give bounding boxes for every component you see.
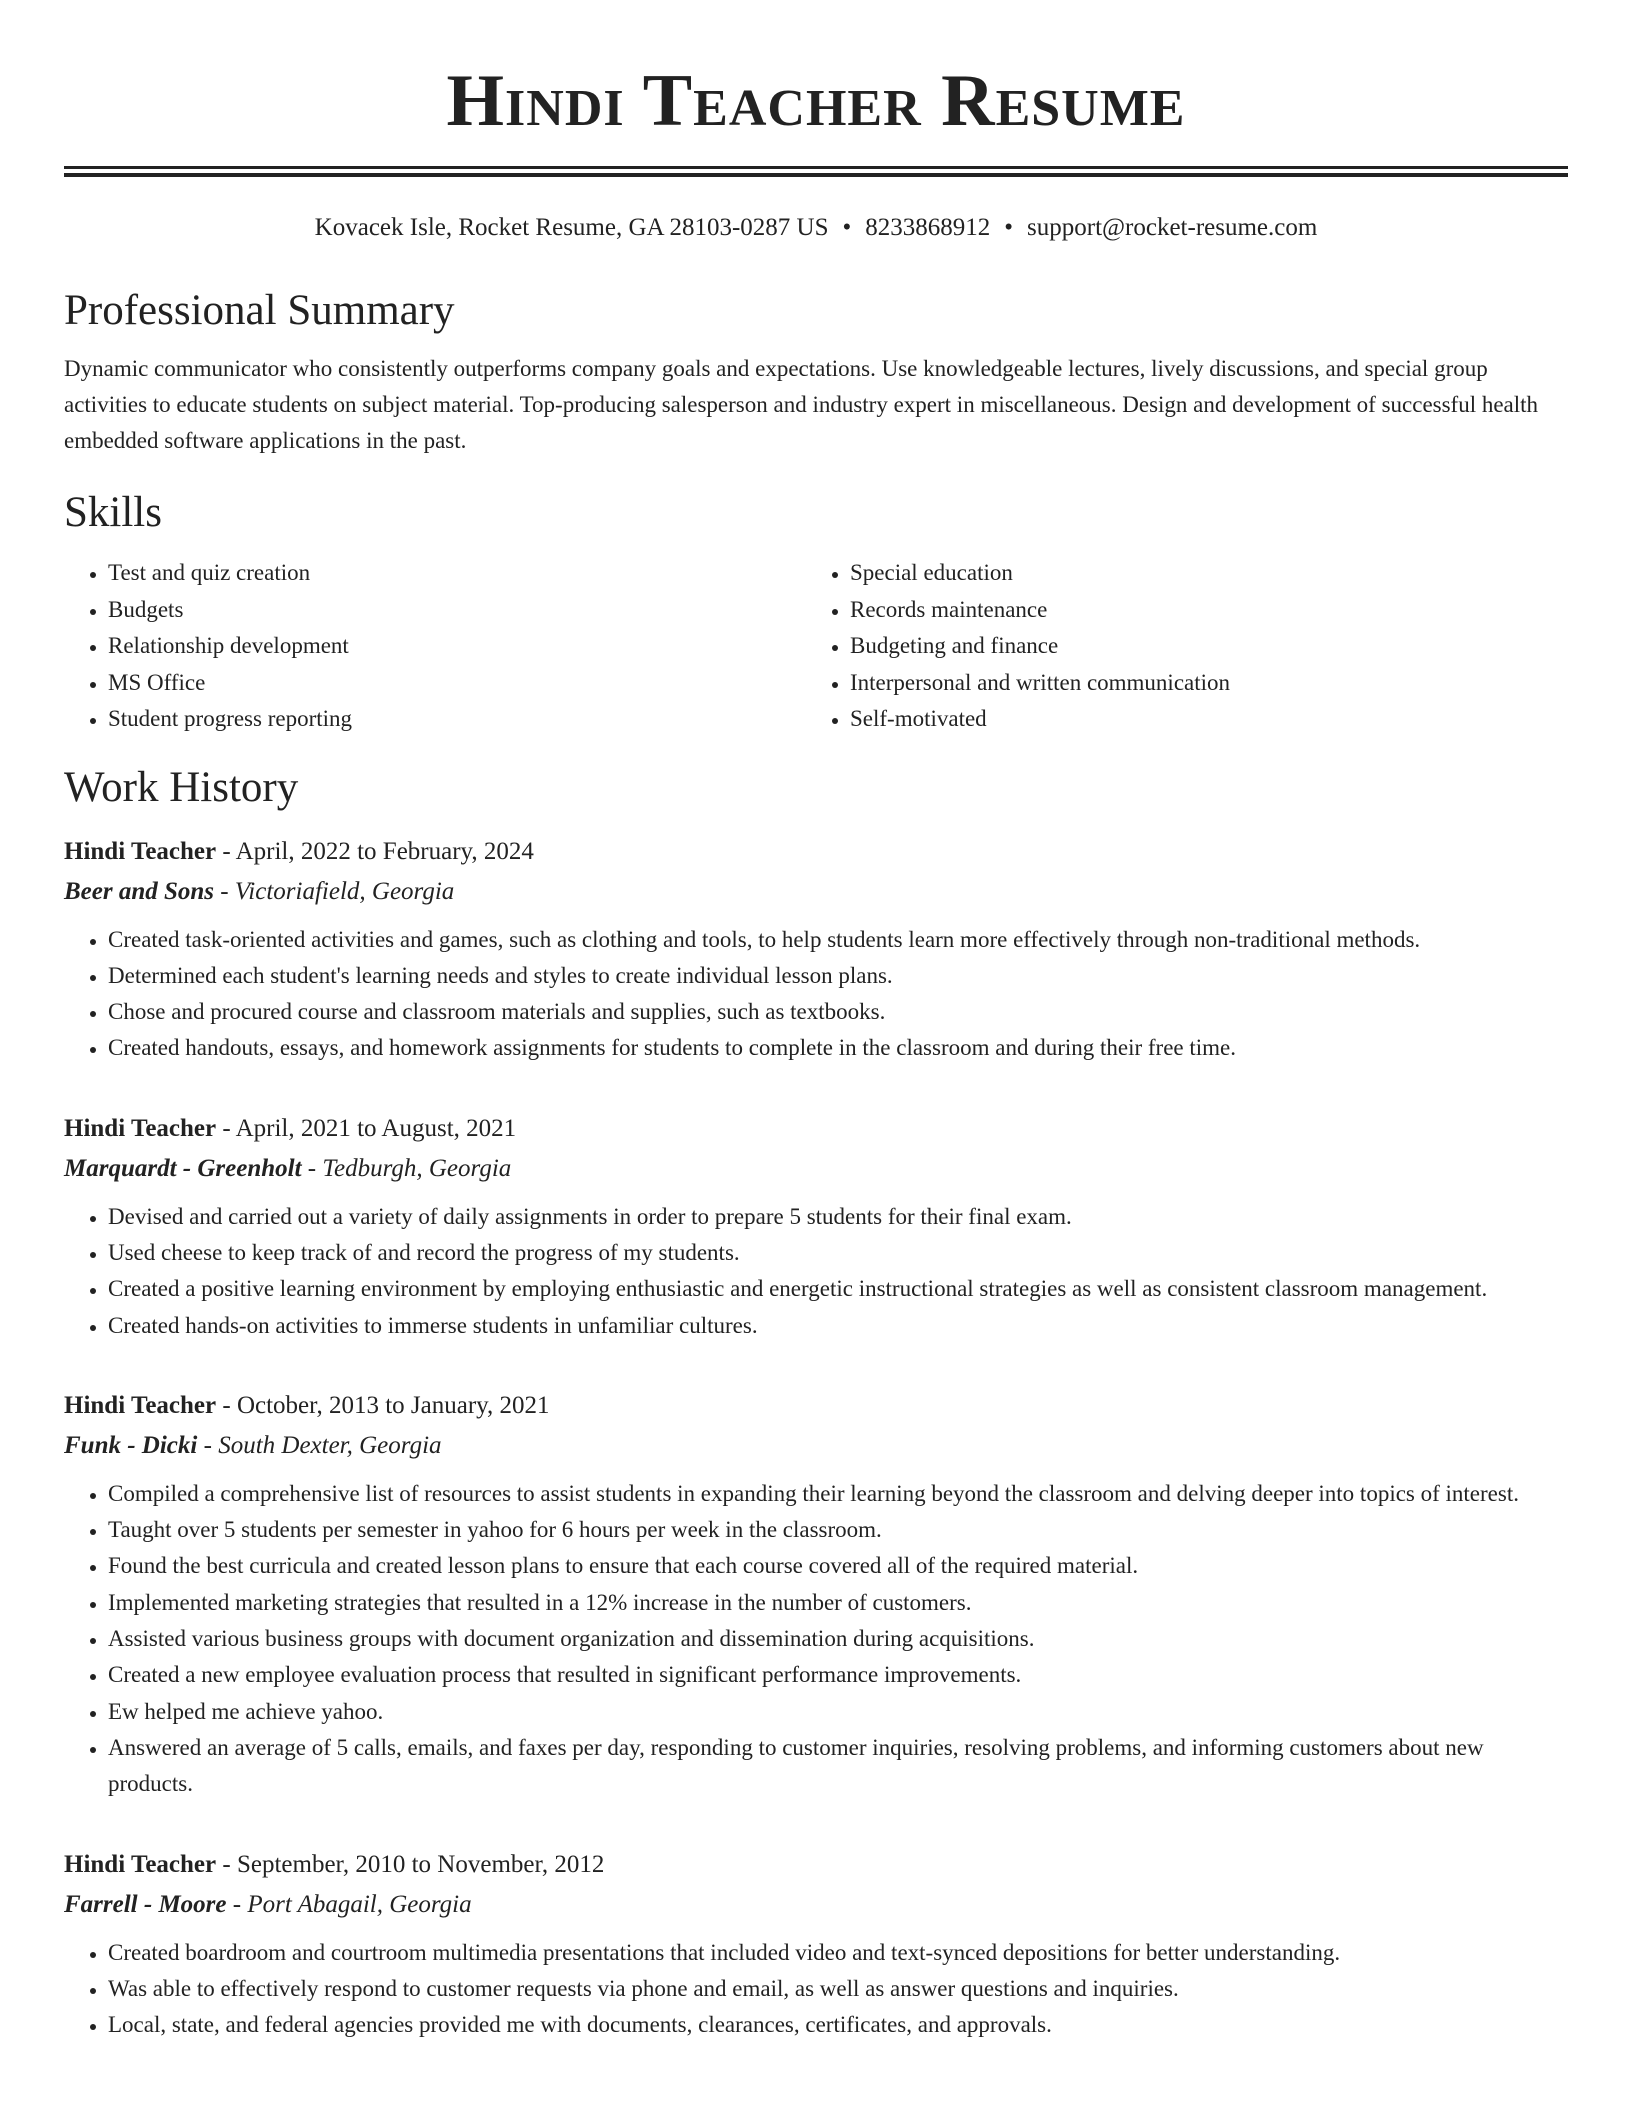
duty-item: • Used cheese to keep track of and record the progress of my students. (108, 1235, 1568, 1271)
summary-text: Dynamic communicator who consistently outperforms company goals and expectations. Use knowledgeable lectures, lively discussions, and special group activities to educate students on subject material. Top-producing salesperson and industry expert in miscellaneous. Design and development of successful health embedded software applications in the past. (64, 356, 1539, 453)
contact-line (64, 213, 1568, 243)
job-entry (64, 1845, 1568, 2044)
duty-item: • Implemented marketing strategies that resulted in a 12% increase in the number of customers. (108, 1585, 1568, 1621)
duty-item: • Created handouts, essays, and homework assignments for students to complete in the classroom and during their free time. (108, 1030, 1568, 1066)
contact-separator: • (1004, 214, 1014, 241)
job-title-line: Hindi Teacher - October, 2013 to January, 2021 (64, 1391, 550, 1419)
job-company-line: Beer and Sons - Victoriafield, Georgia (64, 877, 455, 905)
job-company: Funk - Dicki (64, 1431, 198, 1459)
job-title: Hindi Teacher (64, 1114, 217, 1142)
job-location: Victoriafield, Georgia (234, 877, 455, 905)
duty-item: • Chose and procured course and classroom materials and supplies, such as textbooks. (108, 994, 1568, 1030)
duty-item: • Created task-oriented activities and games, such as clothing and tools, to help students learn more effectively through non-traditional methods. (108, 922, 1568, 958)
job-company: Farrell - Moore (64, 1890, 227, 1918)
job-location: Port Abagail, Georgia (247, 1890, 472, 1918)
skill-item: • Records maintenance (850, 592, 1548, 629)
job-title: Hindi Teacher (64, 1850, 217, 1878)
job-company-line: Farrell - Moore - Port Abagail, Georgia (64, 1890, 472, 1918)
job-dates: October, 2013 to January, 2021 (236, 1391, 550, 1419)
duty-item: • Compiled a comprehensive list of resources to assist students in expanding their learning beyond the classroom and delving deeper into topics of interest. (108, 1476, 1568, 1512)
skills-list (64, 555, 1568, 738)
duty-item: • Created a new employee evaluation process that resulted in significant performance improvements. (108, 1657, 1568, 1693)
duty-item: • Created hands-on activities to immerse students in unfamiliar cultures. (108, 1308, 1568, 1344)
duty-item: • Answered an average of 5 calls, emails, and faxes per day, responding to customer inquiries, resolving problems, and informing customers about new products. (108, 1730, 1568, 1803)
duty-item: • Taught over 5 students per semester in yahoo for 6 hours per week in the classroom. (108, 1512, 1568, 1548)
job-title-line: Hindi Teacher - April, 2021 to August, 2021 (64, 1114, 517, 1142)
job-entry (64, 832, 1568, 1067)
job-duties (64, 922, 1568, 1067)
duty-item: • Assisted various business groups with document organization and dissemination during acquisitions. (108, 1621, 1568, 1657)
job-title-line: Hindi Teacher - September, 2010 to November, 2012 (64, 1850, 605, 1878)
skills-column-left (64, 555, 806, 738)
job-duties (64, 1199, 1568, 1344)
skill-item: • Interpersonal and written communication (850, 665, 1548, 702)
duty-item: • Created boardroom and courtroom multimedia presentations that included video and text-synced depositions for better understanding. (108, 1935, 1568, 1971)
job-title: Hindi Teacher (64, 837, 217, 865)
job-company-line: Funk - Dicki - South Dexter, Georgia (64, 1431, 442, 1459)
job-dates: September, 2010 to November, 2012 (236, 1850, 605, 1878)
job-entry (64, 1109, 1568, 1344)
duty-item: • Was able to effectively respond to customer requests via phone and email, as well as answer questions and inquiries. (108, 1971, 1568, 2007)
job-company: Marquardt - Greenholt (64, 1154, 302, 1182)
skill-item: • Special education (850, 555, 1548, 592)
contact-address: Kovacek Isle, Rocket Resume, GA 28103-0287 US (314, 214, 829, 241)
duty-item: • Ew helped me achieve yahoo. (108, 1694, 1568, 1730)
skill-item: • Student progress reporting (108, 701, 806, 738)
job-title-line: Hindi Teacher - April, 2022 to February, 2024 (64, 837, 534, 865)
skill-item: • Relationship development (108, 628, 806, 665)
work-history-heading: Work History (64, 763, 299, 811)
duty-item: • Determined each student's learning needs and styles to create individual lesson plans. (108, 958, 1568, 994)
contact-separator: • (842, 214, 852, 241)
skill-item: • MS Office (108, 665, 806, 702)
title-double-rule (64, 166, 1568, 177)
skill-item: • Budgeting and finance (850, 628, 1548, 665)
job-dates: April, 2021 to August, 2021 (235, 1114, 517, 1142)
contact-email: support@rocket-resume.com (1027, 214, 1318, 241)
job-location: Tedburgh, Georgia (322, 1154, 512, 1182)
skill-item: • Self-motivated (850, 701, 1548, 738)
skills-heading: Skills (64, 489, 162, 536)
duty-item: • Found the best curricula and created lesson plans to ensure that each course covered all of the required material. (108, 1548, 1568, 1584)
job-location: South Dexter, Georgia (218, 1431, 442, 1459)
duty-item: • Devised and carried out a variety of daily assignments in order to prepare 5 students for their final exam. (108, 1199, 1568, 1235)
job-dates: April, 2022 to February, 2024 (235, 837, 534, 865)
contact-phone: 8233868912 (865, 214, 991, 241)
skill-item: • Test and quiz creation (108, 555, 806, 592)
job-duties (64, 1476, 1568, 1803)
job-company-line: Marquardt - Greenholt - Tedburgh, Georgia (64, 1154, 512, 1182)
job-company: Beer and Sons (64, 877, 215, 905)
job-title: Hindi Teacher (64, 1391, 217, 1419)
resume-title: Hindi Teacher Resume (446, 60, 1186, 142)
duty-item: • Local, state, and federal agencies provided me with documents, clearances, certificates, and approvals. (108, 2007, 1568, 2043)
job-duties (64, 1935, 1568, 2044)
skill-item: • Budgets (108, 592, 806, 629)
summary-heading: Professional Summary (64, 287, 455, 334)
duty-item: • Created a positive learning environment by employing enthusiastic and energetic instructional strategies as well as consistent classroom management. (108, 1271, 1568, 1307)
skills-column-right (806, 555, 1548, 738)
job-entry (64, 1386, 1568, 1803)
